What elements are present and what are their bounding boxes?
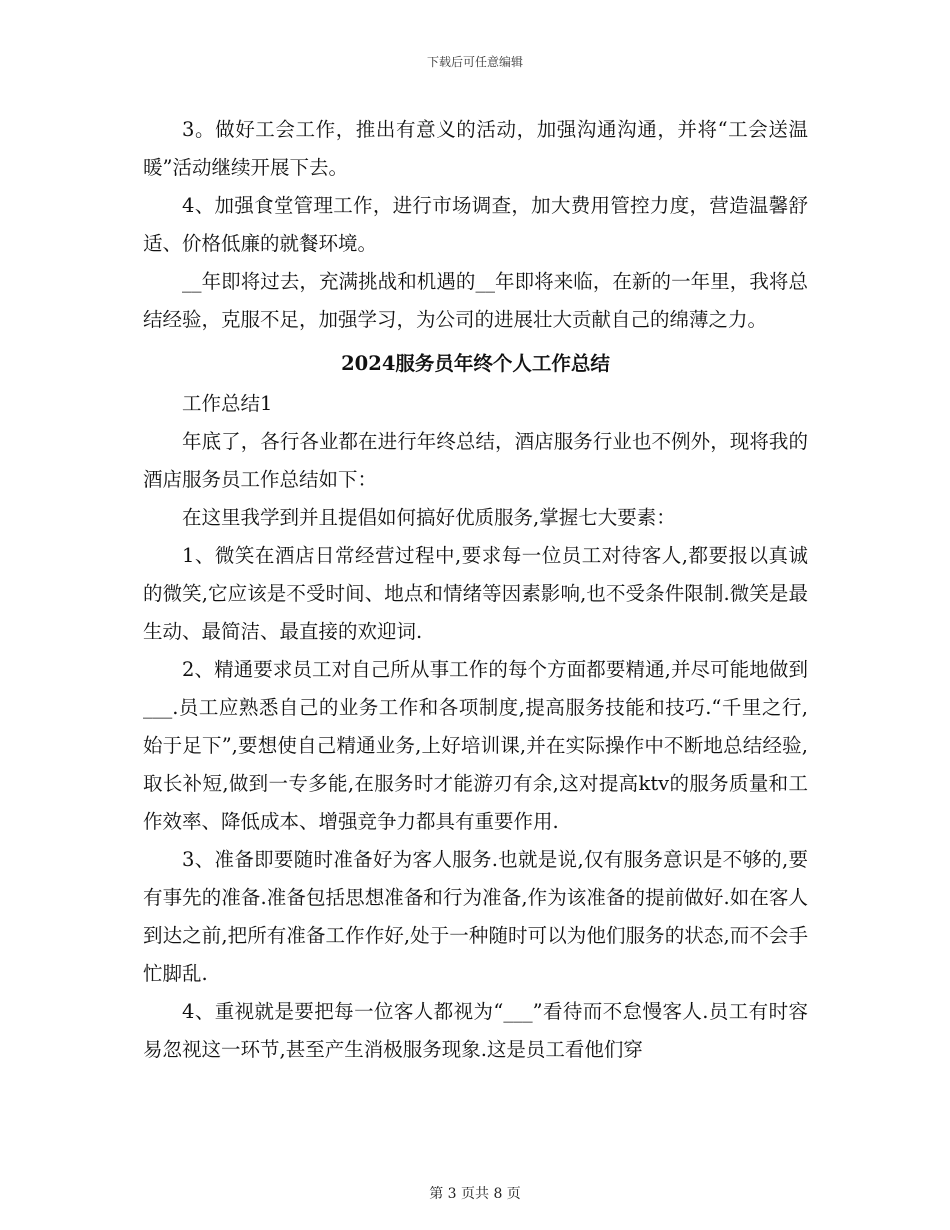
section-title: 2024服务员年终个人工作总结 (341, 352, 610, 375)
paragraph-item-3: 3。做好工会工作，推出有意义的活动，加强沟通沟通，并将“工会送温暖”活动继续开展下去。 (143, 118, 808, 179)
paragraph-seven-elements: 在这里我学到并且提倡如何搞好优质服务,掌握七大要素： (182, 506, 676, 529)
paragraph-summary-label: 工作总结1 (182, 392, 273, 415)
page-footer: 第 3 页共 8 页 (429, 1186, 521, 1202)
paragraph-smile: 1、微笑在酒店日常经营过程中,要求每一位员工对待客人,都要报以真诚的微笑,它应该是不受时间、地点和情绪等因素影响,也不受条件限制.微笑是最生动、最简洁、最直接的欢迎词. (143, 544, 808, 643)
document-body (143, 111, 808, 1069)
paragraph-closing: __年即将过去，充满挑战和机遇的__年即将来临，在新的一年里，我将总结经验，克服不足，加强学习，为公司的进展壮大贡献自己的绵薄之力。 (143, 270, 808, 331)
paragraph-proficiency: 2、精通要求员工对自己所从事工作的每个方面都要精通,并尽可能地做到___.员工应熟悉自己的业务工作和各项制度,提高服务技能和技巧.“千里之行,始于足下”,要想使自己精通业务,上好培训课,并在实际操作中不断地总结经验,取长补短,做到一专多能,在服务时才能游刃有余,这对提高ktv的服务质量和工作效率、降低成本、增强竞争力都具有重要作用. (143, 658, 808, 833)
page-header: 下载后可任意编辑 (426, 55, 523, 69)
paragraph-preparation: 3、准备即要随时准备好为客人服务.也就是说,仅有服务意识是不够的,要有事先的准备.准备包括思想准备和行为准备,作为该准备的提前做好.如在客人到达之前,把所有准备工作作好,处于一种随时可以为他们服务的状态,而不会手忙脚乱. (143, 848, 808, 985)
paragraph-intro: 年底了，各行各业都在进行年终总结，酒店服务行业也不例外，现将我的酒店服务员工作总结如下： (143, 430, 808, 491)
paragraph-attention: 4、重视就是要把每一位客人都视为“___”看待而不怠慢客人.员工有时容易忽视这一环节,甚至产生消极服务现象.这是员工看他们穿 (143, 1000, 808, 1061)
paragraph-item-4: 4、加强食堂管理工作，进行市场调查，加大费用管控力度，营造温馨舒适、价格低廉的就餐环境。 (143, 194, 808, 255)
